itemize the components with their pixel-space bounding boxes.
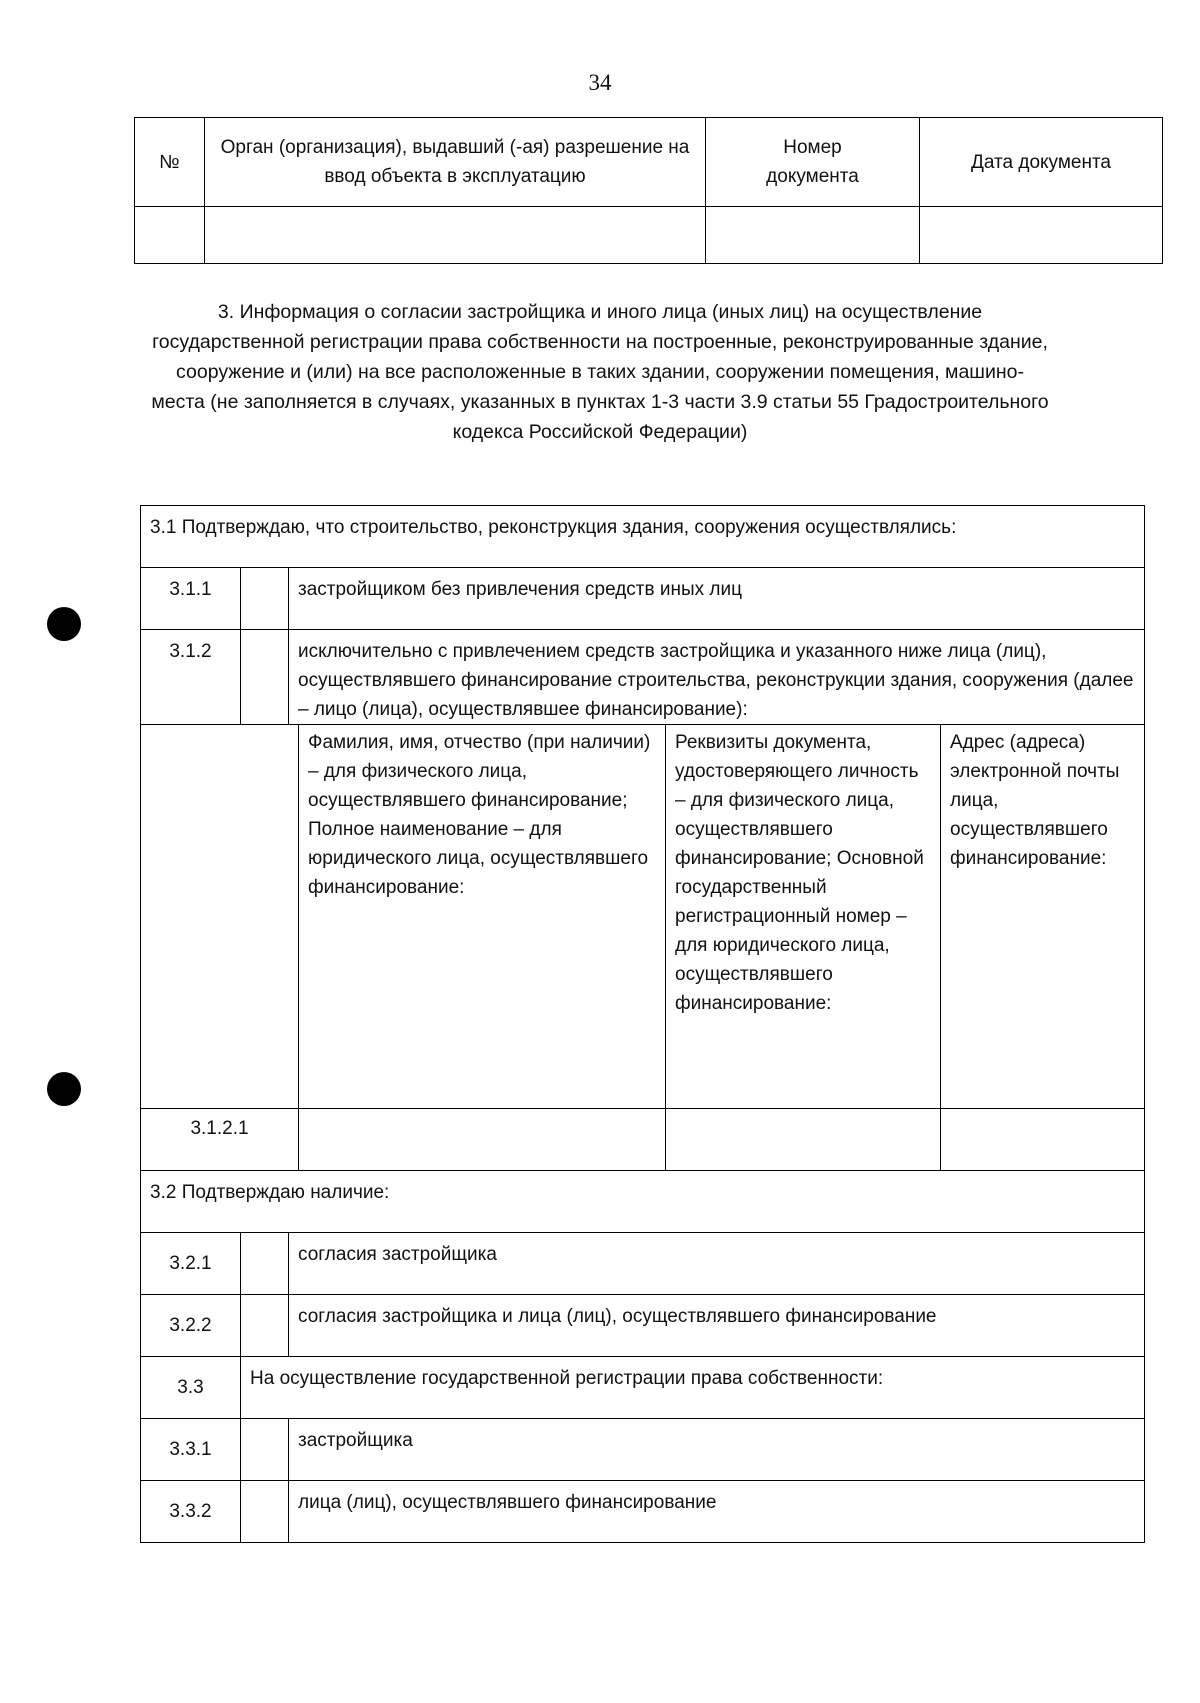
financier-name-field[interactable]	[299, 1109, 666, 1171]
item-text: исключительно с привлечением средств застройщика и указанного ниже лица (лиц), осуществлявшего финансирование строительства, реконструкции здания, сооружения (далее – лицо (лица), осуществлявшее финансирование):	[289, 630, 1145, 725]
item-row	[141, 630, 1145, 725]
empty-cell[interactable]	[920, 207, 1163, 264]
permit-table-empty-row	[135, 207, 1163, 264]
header-number: №	[135, 118, 205, 207]
item-text: застройщиком без привлечения средств иных лиц	[289, 568, 1145, 630]
item-number: 3.2.2	[141, 1295, 241, 1357]
item-number: 3.2.1	[141, 1233, 241, 1295]
checkbox-cell[interactable]	[241, 568, 289, 630]
punch-hole-top	[47, 607, 81, 641]
permit-table	[134, 117, 1163, 264]
checkbox-cell[interactable]	[241, 1481, 289, 1543]
financier-entry-row	[141, 1109, 1145, 1171]
checkbox-cell[interactable]	[241, 1233, 289, 1295]
financier-header-blank	[141, 725, 299, 1109]
item-number: 3.3.2	[141, 1481, 241, 1543]
item-number: 3.1.2	[141, 630, 241, 725]
empty-cell[interactable]	[135, 207, 205, 264]
checkbox-cell[interactable]	[241, 1419, 289, 1481]
financier-name-header: Фамилия, имя, отчество (при наличии) – для физического лица, осуществлявшего финансирование; Полное наименование – для юридического лица, осуществлявшего финансирование:	[299, 725, 666, 1109]
header-issuing-body: Орган (организация), выдавший (-ая) разрешение на ввод объекта в эксплуатацию	[205, 118, 706, 207]
permit-table-header-row	[135, 118, 1163, 207]
checkbox-cell[interactable]	[241, 630, 289, 725]
financier-row-number: 3.1.2.1	[141, 1109, 299, 1171]
item-row	[141, 1233, 1145, 1295]
section-3-2-title: 3.2 Подтверждаю наличие:	[141, 1171, 1145, 1233]
item-text: согласия застройщика и лица (лиц), осуществлявшего финансирование	[289, 1295, 1145, 1357]
empty-cell[interactable]	[205, 207, 706, 264]
item-number: 3.3.1	[141, 1419, 241, 1481]
empty-cell[interactable]	[706, 207, 920, 264]
section-3-3-title: На осуществление государственной регистрации права собственности:	[241, 1357, 1145, 1419]
financier-document-header: Реквизиты документа, удостоверяющего личность – для физического лица, осуществлявшего финансирование; Основной государственный регистрационный номер – для юридического лица, осуществлявшего финансирование:	[666, 725, 941, 1109]
section-3-heading: 3. Информация о согласии застройщика и иного лица (иных лиц) на осуществление государственной регистрации права собственности на построенные, реконструированные здание, сооружение и (или) на все расположенные в таких здании, сооружении помещения, машино-места (не заполняется в случаях, указанных в пунктах 1-3 части 3.9 статьи 55 Градостроительного кодекса Российской Федерации)	[151, 301, 1049, 443]
consent-table	[140, 505, 1145, 1543]
item-number: 3.1.1	[141, 568, 241, 630]
page-number: 34	[588, 70, 612, 95]
header-document-number: Номер документа	[706, 118, 920, 207]
header-document-date: Дата документа	[920, 118, 1163, 207]
section-3-2-title-row	[141, 1171, 1145, 1233]
item-row	[141, 1295, 1145, 1357]
section-3-3-title-row	[141, 1357, 1145, 1419]
section-3-3-number: 3.3	[141, 1357, 241, 1419]
punch-hole-bottom	[47, 1072, 81, 1106]
checkbox-cell[interactable]	[241, 1295, 289, 1357]
financier-email-field[interactable]	[941, 1109, 1145, 1171]
item-text: застройщика	[289, 1419, 1145, 1481]
item-row	[141, 568, 1145, 630]
financier-document-field[interactable]	[666, 1109, 941, 1171]
section-3-1-title: 3.1 Подтверждаю, что строительство, реконструкция здания, сооружения осуществлялись:	[141, 506, 1145, 568]
financier-email-header: Адрес (адреса) электронной почты лица, осуществлявшего финансирование:	[941, 725, 1145, 1109]
item-row	[141, 1481, 1145, 1543]
section-3-1-title-row	[141, 506, 1145, 568]
financier-header-row	[141, 725, 1145, 1109]
item-text: согласия застройщика	[289, 1233, 1145, 1295]
item-row	[141, 1419, 1145, 1481]
item-text: лица (лиц), осуществлявшего финансирование	[289, 1481, 1145, 1543]
